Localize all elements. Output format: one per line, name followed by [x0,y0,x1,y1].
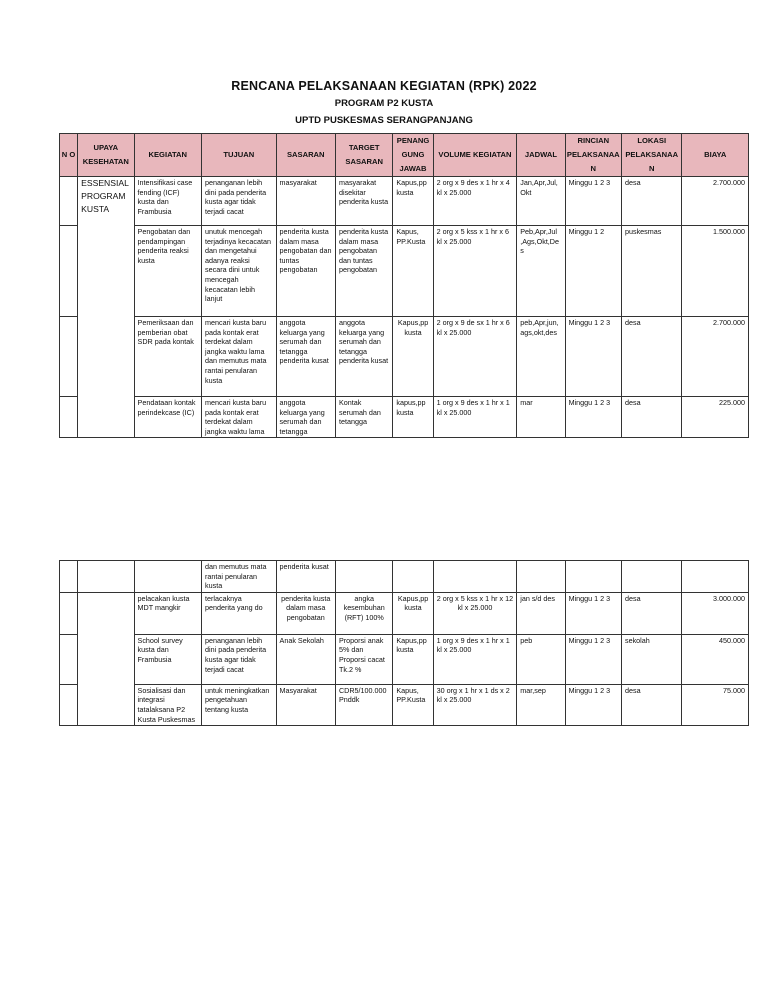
cell-pj: kapus,pp kusta [393,397,433,438]
rpk-table-page1 [59,133,749,438]
cell-rincian: Minggu 1 2 3 [565,317,621,397]
header-sasaran: SASARAN [276,134,335,177]
cell-tujuan: penanganan lebih dini pada penderita kusta agar tidak terjadi cacat [202,177,277,226]
cell-jadwal: Peb,Apr,Jul ,Ags,Okt,Des [517,226,565,317]
cell-kegiatan: Pendataan kontak perindekcase (IC) [134,397,201,438]
cell-rincian: Minggu 1 2 [565,226,621,317]
header-jadwal: JADWAL [517,134,565,177]
cell-kegiatan: pelacakan kusta MDT mangkir [134,592,201,634]
cell-tujuan: penanganan lebih dini pada penderita kusta agar tidak terjadi cacat [202,634,277,684]
header-penanggung-jawab: PENANGGUNG JAWAB [393,134,433,177]
cell-no [60,561,78,593]
cell-volume: 1 org x 9 des x 1 hr x 1 kl x 25.000 [433,397,517,438]
cell-target: Proporsi anak 5% dan Proporsi cacat Tk.2 % [335,634,392,684]
cell-jadwal: jan s/d des [517,592,565,634]
program-subtitle: PROGRAM P2 KUSTA [334,98,434,109]
cell-sasaran: penderita kusta dalam masa pengobatan dan tuntas pengobatan [276,226,335,317]
cell-biaya: 225.000 [682,397,749,438]
table-row [60,684,749,725]
rpk-table-page2 [59,560,749,726]
cell-target [335,561,392,593]
cell-tujuan: mencari kusta baru pada kontak erat terdekat dalam jangka waktu lama dan memutus mata rantai penularan kusta [202,317,277,397]
cell-no [60,634,78,684]
cell-tujuan: dan memutus mata rantai penularan kusta [202,561,277,593]
cell-sasaran: penderita kusat [276,561,335,593]
cell-target: penderita kusta dalam masa pengobatan dan tuntas pengobatan [335,226,392,317]
table-header-row [60,134,749,177]
cell-kegiatan: Pengobatan dan pendampingan penderita reaksi kusta [134,226,201,317]
cell-pj: Kapus,pp kusta [393,592,433,634]
cell-volume: 2 org x 5 kss x 1 hr x 6 kl x 25.000 [433,226,517,317]
cell-kegiatan: Pemeriksaan dan pemberian obat SDR pada kontak [134,317,201,397]
table-row-continued [60,561,749,593]
cell-no [60,592,78,634]
cell-tujuan: unutuk mencegah terjadinya kecacatan dan mengetahui adanya reaksi secara dini untuk mencegah kecacatan lebih lanjut [202,226,277,317]
cell-biaya: 3.000.000 [682,592,749,634]
cell-jadwal: peb [517,634,565,684]
cell-lokasi: sekolah [622,634,682,684]
cell-sasaran: anggota keluarga yang serumah dan tetangga penderita kusat [276,317,335,397]
cell-no [60,684,78,725]
cell-volume [433,561,517,593]
cell-sasaran: masyarakat [276,177,335,226]
table-row [60,226,749,317]
cell-volume: 2 org x 5 kss x 1 hr x 12 kl x 25.000 [433,592,517,634]
header-lokasi: LOKASI PELAKSANAAN [622,134,682,177]
table-row [60,592,749,634]
cell-target: masyarakat disekitar penderita kusta [335,177,392,226]
table-row [60,634,749,684]
cell-sasaran: anggota keluarga yang serumah dan tetangga [276,397,335,438]
cell-sasaran: Anak Sekolah [276,634,335,684]
cell-sasaran: Masyarakat [276,684,335,725]
cell-pj: Kapus,pp kusta [393,177,433,226]
header-kegiatan: KEGIATAN [134,134,201,177]
table-row [60,317,749,397]
cell-kegiatan [134,561,201,593]
cell-jadwal: peb,Apr,jun,ags,okt,des [517,317,565,397]
cell-tujuan: untuk meningkatkan pengetahuan tentang kusta [202,684,277,725]
cell-tujuan: mencari kusta baru pada kontak erat terdekat dalam jangka waktu lama [202,397,277,438]
header-biaya: BIAYA [682,134,749,177]
cell-jadwal: Jan,Apr,Jul, Okt [517,177,565,226]
cell-no [60,397,78,438]
cell-biaya: 2.700.000 [682,177,749,226]
cell-biaya: 450.000 [682,634,749,684]
cell-lokasi: desa [622,177,682,226]
cell-upaya [78,561,134,593]
cell-jadwal: mar,sep [517,684,565,725]
cell-volume: 30 org x 1 hr x 1 ds x 2 kl x 25.000 [433,684,517,725]
cell-rincian: Minggu 1 2 3 [565,397,621,438]
cell-upaya: ESSENSIAL PROGRAM KUSTA [78,177,134,438]
cell-pj [393,561,433,593]
cell-kegiatan: Sosialisasi dan integrasi tatalaksana P2 Kusta Puskesmas [134,684,201,725]
cell-biaya: 1.500.000 [682,226,749,317]
cell-no [60,317,78,397]
cell-sasaran: penderita kusta dalam masa pengobatan [276,592,335,634]
cell-rincian: Minggu 1 2 3 [565,634,621,684]
cell-pj: Kapus,pp kusta [393,317,433,397]
cell-lokasi: desa [622,592,682,634]
table-row [60,397,749,438]
header-volume: VOLUME KEGIATAN [433,134,517,177]
cell-pj: Kapus,pp kusta [393,634,433,684]
unit-subtitle: UPTD PUSKESMAS SERANGPANJANG [295,115,473,126]
cell-target: angka kesembuhan (RFT) 100% [335,592,392,634]
cell-volume: 2 org x 9 de sx 1 hr x 6 kl x 25.000 [433,317,517,397]
document-title: RENCANA PELAKSANAAN KEGIATAN (RPK) 2022 [231,79,537,93]
cell-target: anggota keluarga yang serumah dan tetangga penderita kusat [335,317,392,397]
cell-pj: Kapus, PP.Kusta [393,684,433,725]
cell-jadwal: mar [517,397,565,438]
cell-biaya: 75.000 [682,684,749,725]
cell-target: Kontak serumah dan tetangga [335,397,392,438]
cell-biaya [682,561,749,593]
header-upaya: UPAYA KESEHATAN [78,134,134,177]
cell-rincian: Minggu 1 2 3 [565,592,621,634]
header-tujuan: TUJUAN [202,134,277,177]
cell-biaya: 2.700.000 [682,317,749,397]
cell-volume: 1 org x 9 des x 1 hr x 1 kl x 25.000 [433,634,517,684]
header-no: N O [60,134,78,177]
cell-no [60,226,78,317]
cell-upaya [78,592,134,725]
cell-rincian: Minggu 1 2 3 [565,177,621,226]
cell-lokasi: desa [622,317,682,397]
header-target: TARGET SASARAN [335,134,392,177]
cell-lokasi [622,561,682,593]
cell-rincian [565,561,621,593]
cell-volume: 2 org x 9 des x 1 hr x 4 kl x 25.000 [433,177,517,226]
cell-lokasi: desa [622,684,682,725]
cell-target: CDR5/100.000 Pnddk [335,684,392,725]
cell-jadwal [517,561,565,593]
cell-kegiatan: Intensifikasi case fending (ICF) kusta dan Frambusia [134,177,201,226]
cell-kegiatan: School survey kusta dan Frambusia [134,634,201,684]
cell-lokasi: desa [622,397,682,438]
cell-pj: Kapus, PP.Kusta [393,226,433,317]
cell-tujuan: terlacaknya penderita yang do [202,592,277,634]
table-row [60,177,749,226]
cell-no [60,177,78,226]
cell-lokasi: puskesmas [622,226,682,317]
cell-rincian: Minggu 1 2 3 [565,684,621,725]
header-rincian: RINCIAN PELAKSANAAN [565,134,621,177]
